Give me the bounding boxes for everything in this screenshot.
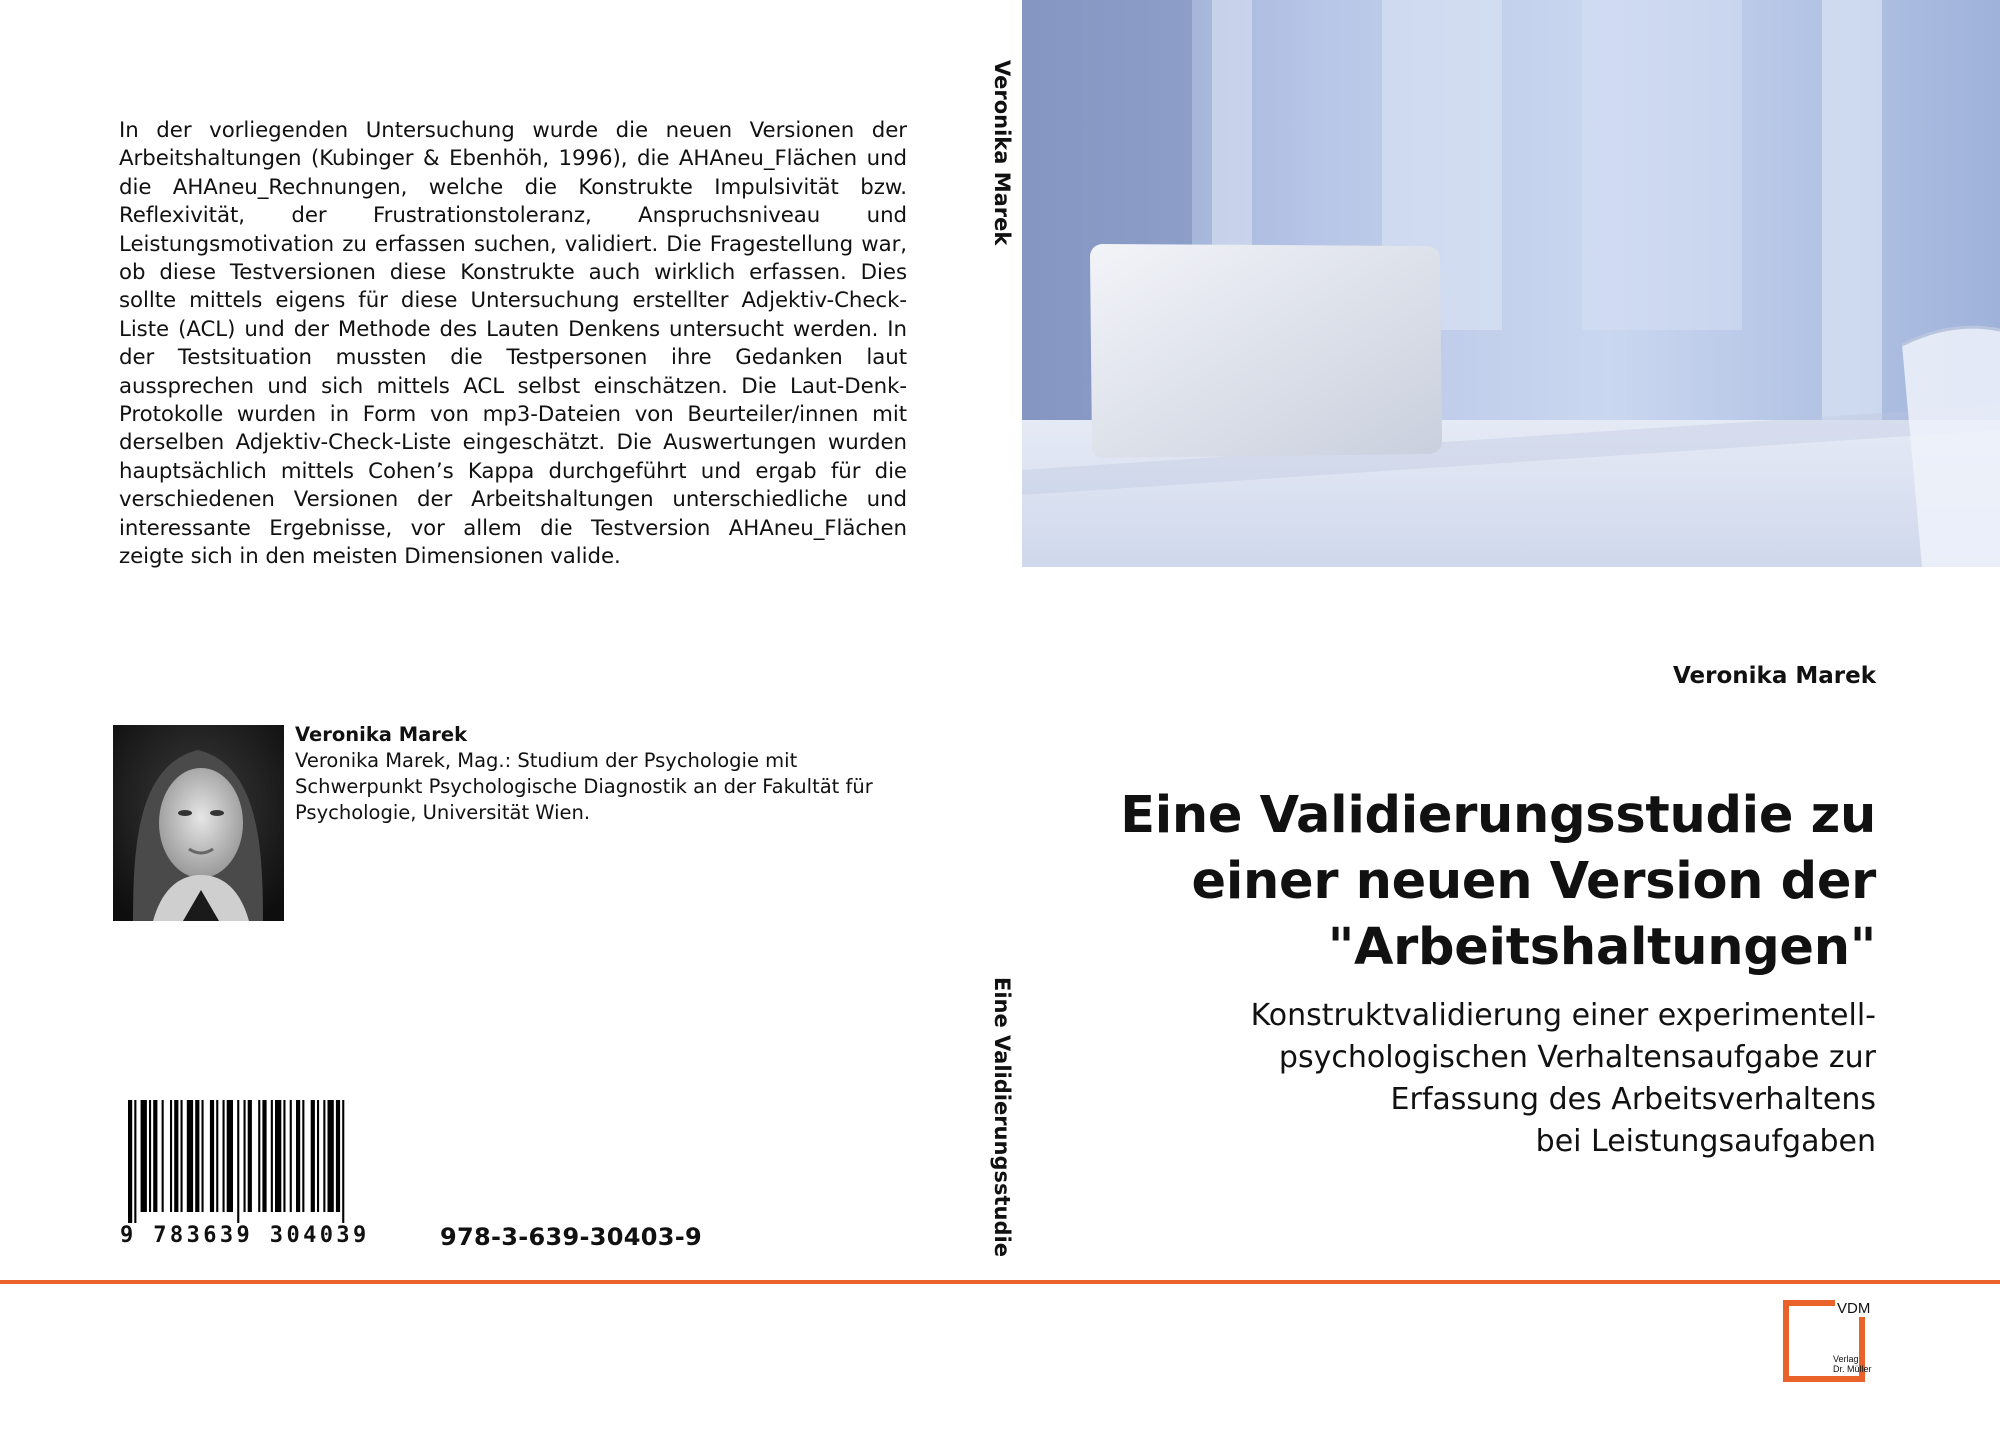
subtitle-line-1: Konstruktvalidierung einer experimentell- xyxy=(1250,998,1876,1033)
barcode-bar xyxy=(262,1100,266,1212)
barcode-bar xyxy=(153,1100,157,1212)
barcode-bar xyxy=(290,1100,292,1212)
barcode-bar xyxy=(162,1100,164,1212)
bio-text: Veronika Marek, Mag.: Studium der Psychologie mit Schwerpunkt Psychologische Diagnostik an der Fakultät für Psychologie, Universität Wien. xyxy=(295,749,873,824)
barcode-bar xyxy=(216,1100,218,1212)
vdm-logo-text: VDM xyxy=(1837,1300,1871,1317)
subtitle-line-4: bei Leistungsaufgaben xyxy=(1535,1124,1876,1159)
isbn-number: 978-3-639-30403-9 xyxy=(440,1223,703,1251)
subtitle-line-2: psychologischen Verhaltensaufgabe zur xyxy=(1278,1040,1876,1075)
spine-title: Eine Validierungsstudie xyxy=(990,977,1014,1257)
bio-name: Veronika Marek xyxy=(295,723,468,746)
barcode-bar xyxy=(302,1100,304,1212)
barcode-bar xyxy=(170,1100,172,1212)
barcode-bar xyxy=(244,1100,246,1212)
barcode-bar xyxy=(210,1100,214,1212)
barcode-bar xyxy=(248,1100,252,1212)
barcode-bar xyxy=(128,1100,132,1225)
barcode-bar xyxy=(328,1100,334,1212)
barcode-bar xyxy=(342,1100,344,1225)
barcode-bar xyxy=(134,1100,136,1225)
barcode-bar xyxy=(271,1100,273,1212)
barcode-bar xyxy=(195,1100,199,1212)
barcode-bar xyxy=(141,1100,147,1212)
back-cover-blurb: In der vorliegenden Untersuchung wurde die neuen Versionen der Arbeitshaltungen (Kubinger & Ebenhöh, 1996), die AHAneu_Flächen und die AHAneu_Rechnungen, welche die Konstrukte Impulsivität bzw. Reflexivität, der Frustrationstoleranz, Anspruchsniveau und Leistungsmotivation zu erfassen suchen, validiert. Die Fragestellung war, ob diese Testversionen diese Konstrukte auch wirklich erfassen. Dies sollte mittels eigens für diese Untersuchung erstellter Adjektiv-Check-Liste (ACL) und der Methode des Lauten Denkens untersucht werden. In der Testsituation mussten die Testpersonen ihre Gedanken laut aussprechen und sich mittels ACL selbst einschätzen. Die Laut-Denk-Protokolle wurden in Form von mp3-Dateien von Beurteiler/innen mit derselben Adjektiv-Check-Liste eingeschätzt. Die Auswertungen wurden hauptsächlich mittels Cohen’s Kappa durchgeführt und ergab für die verschiedenen Versionen der Arbeitshaltungen unterschiedliche und interessante Ergebnisse, vor allem die Testversion AHAneu_Flächen zeigte sich in den meisten Dimensionen valide. xyxy=(119,118,907,570)
front-title xyxy=(976,783,1876,981)
title-line-2: einer neuen Version der xyxy=(1191,852,1876,911)
title-line-1: Eine Validierungsstudie zu xyxy=(1120,786,1876,845)
barcode-bar xyxy=(283,1100,285,1212)
barcode-bar xyxy=(258,1100,260,1212)
barcode-bar xyxy=(311,1100,315,1212)
barcode-bar xyxy=(237,1100,239,1225)
barcode-bar xyxy=(336,1100,340,1212)
barcode-bar xyxy=(227,1100,233,1212)
barcode-bar xyxy=(202,1100,204,1212)
barcode-bar xyxy=(275,1100,281,1212)
front-subtitle xyxy=(976,995,1876,1163)
title-line-3: "Arbeitshaltungen" xyxy=(1327,918,1876,977)
barcode-bar xyxy=(174,1100,178,1212)
author-bio xyxy=(295,722,895,826)
barcode-bar xyxy=(296,1100,300,1212)
vdm-logo-subtext: Verlag Dr. Müller xyxy=(1833,1354,1872,1374)
barcode-bar xyxy=(181,1100,183,1212)
barcode-bar xyxy=(187,1100,193,1212)
front-author: Veronika Marek xyxy=(1672,663,1876,689)
orange-divider xyxy=(0,1280,2000,1284)
barcode-bar xyxy=(223,1100,225,1212)
barcode-bar xyxy=(317,1100,319,1212)
barcode-bar xyxy=(323,1100,325,1212)
author-portrait xyxy=(113,725,284,921)
vdm-logo-icon xyxy=(1783,1300,1878,1392)
barcode-bar xyxy=(149,1100,151,1212)
cover-photo-laptop xyxy=(1022,0,2000,567)
barcode-digits: 9 783639 304039 xyxy=(120,1223,410,1248)
spine-author: Veronika Marek xyxy=(990,60,1014,246)
subtitle-line-3: Erfassung des Arbeitsverhaltens xyxy=(1390,1082,1876,1117)
